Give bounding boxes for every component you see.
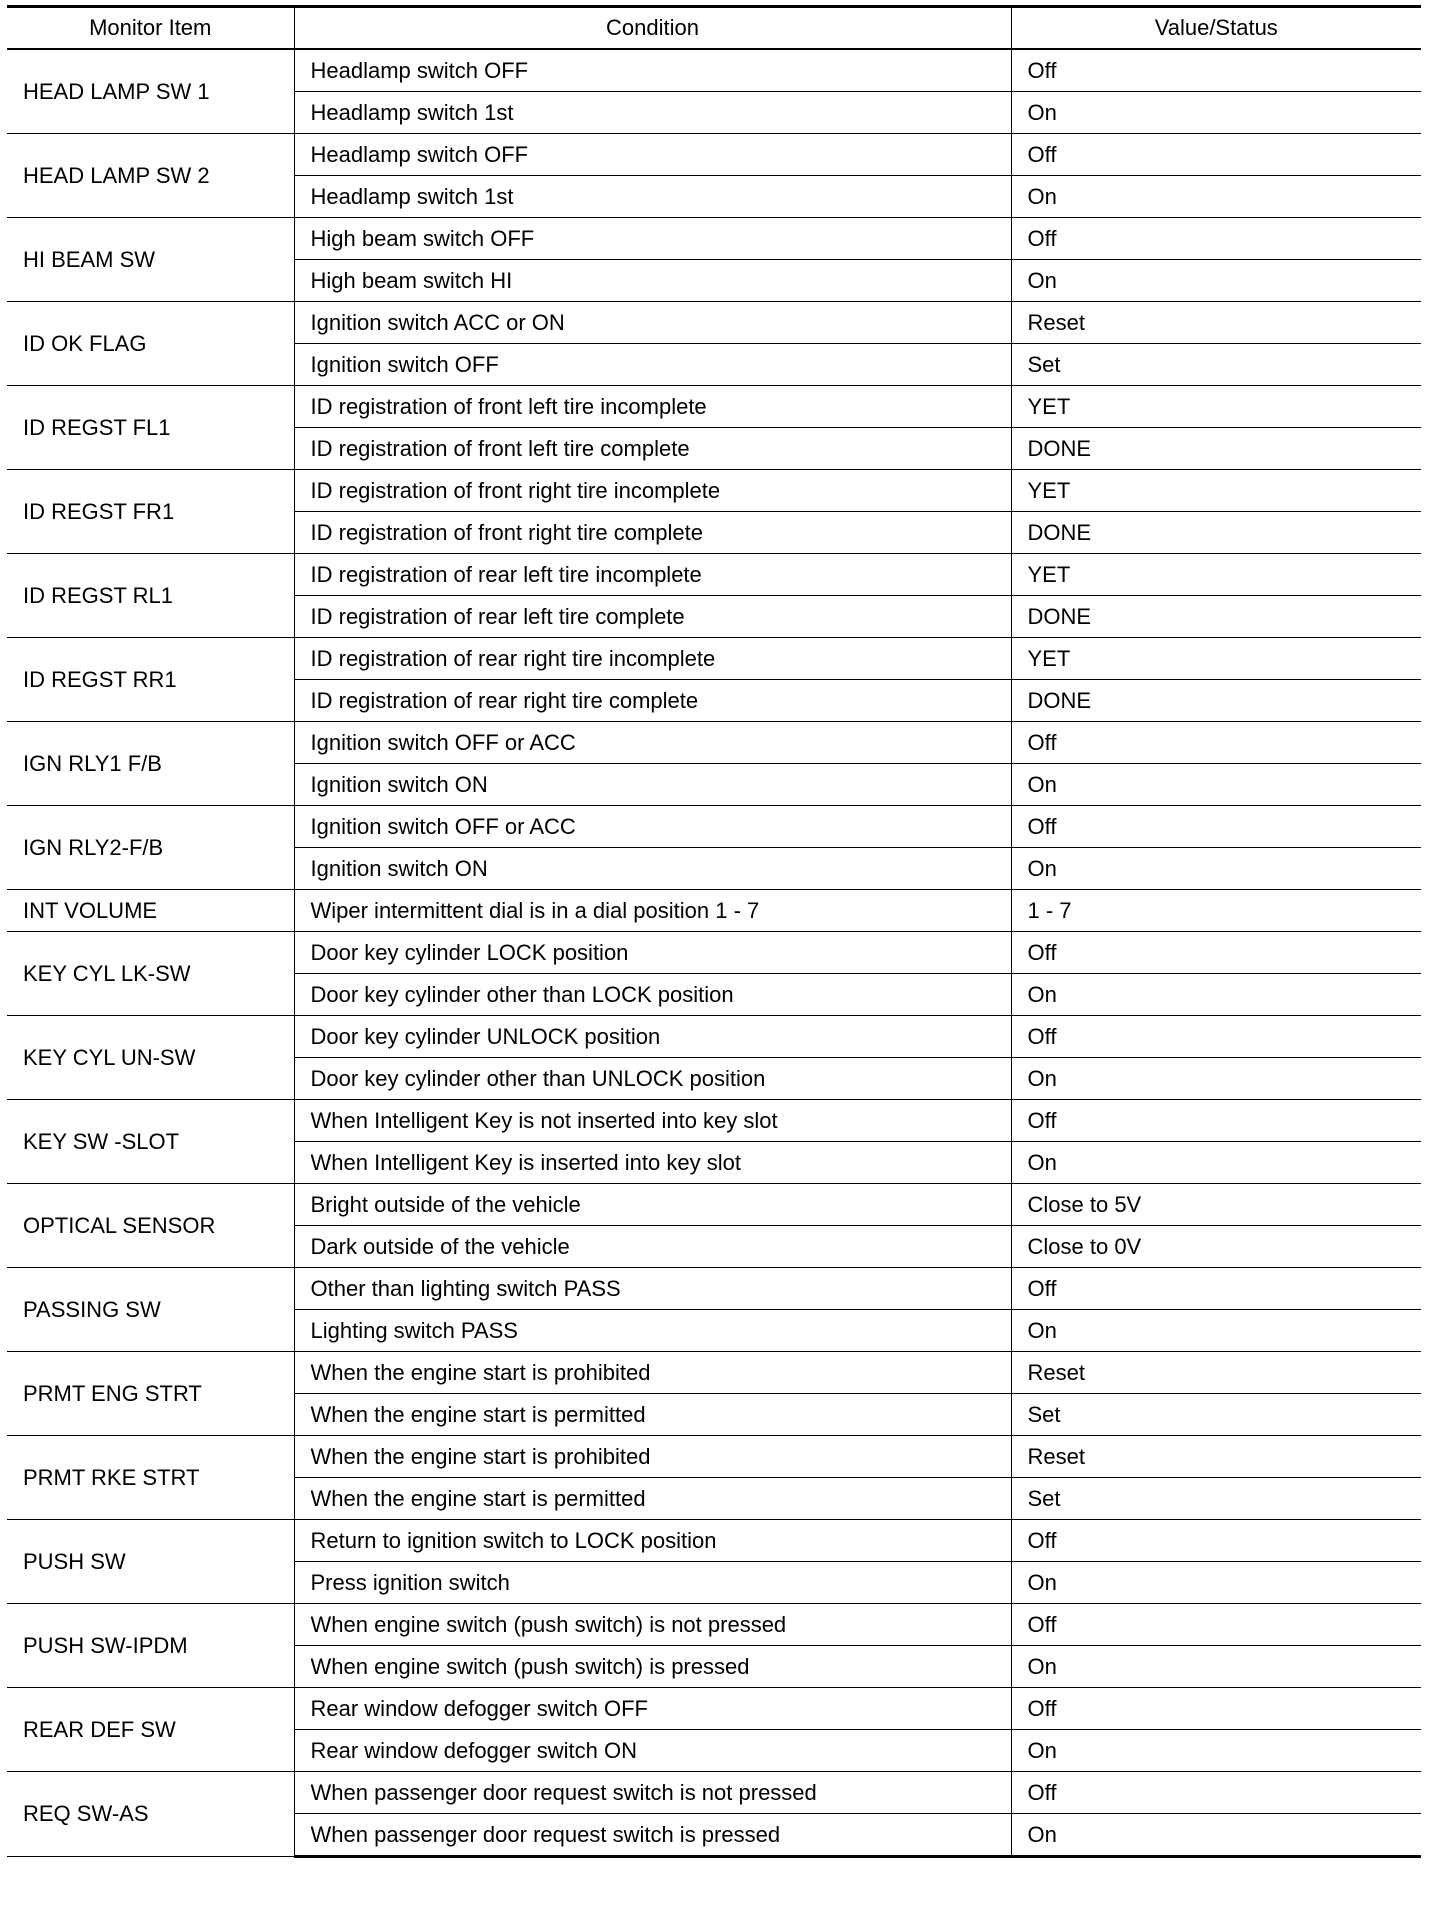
monitor-item-cell: PUSH SW-IPDM: [7, 1604, 294, 1688]
monitor-item-cell: KEY SW -SLOT: [7, 1100, 294, 1184]
table-row: [7, 302, 1421, 344]
monitor-item-cell: HI BEAM SW: [7, 218, 294, 302]
condition-cell: Headlamp switch 1st: [294, 176, 1011, 218]
value-status-cell: Off: [1011, 1100, 1421, 1142]
table-row: [7, 806, 1421, 848]
table-row: [7, 1016, 1421, 1058]
value-status-cell: Off: [1011, 1520, 1421, 1562]
value-status-cell: Off: [1011, 1688, 1421, 1730]
condition-cell: Headlamp switch 1st: [294, 92, 1011, 134]
table-row: [7, 218, 1421, 260]
monitor-item-cell: PASSING SW: [7, 1268, 294, 1352]
monitor-item-cell: KEY CYL LK-SW: [7, 932, 294, 1016]
condition-cell: Lighting switch PASS: [294, 1310, 1011, 1352]
condition-cell: High beam switch OFF: [294, 218, 1011, 260]
condition-cell: When the engine start is prohibited: [294, 1436, 1011, 1478]
condition-cell: Other than lighting switch PASS: [294, 1268, 1011, 1310]
monitor-item-cell: ID OK FLAG: [7, 302, 294, 386]
condition-cell: Ignition switch OFF or ACC: [294, 722, 1011, 764]
table-header-row: [7, 7, 1421, 50]
condition-cell: Door key cylinder UNLOCK position: [294, 1016, 1011, 1058]
value-status-cell: On: [1011, 260, 1421, 302]
value-status-cell: Off: [1011, 1604, 1421, 1646]
monitor-item-cell: REQ SW-AS: [7, 1772, 294, 1857]
monitor-item-cell: ID REGST RL1: [7, 554, 294, 638]
condition-cell: Door key cylinder other than LOCK position: [294, 974, 1011, 1016]
monitor-item-cell: ID REGST RR1: [7, 638, 294, 722]
monitor-item-cell: REAR DEF SW: [7, 1688, 294, 1772]
value-status-cell: Close to 0V: [1011, 1226, 1421, 1268]
table-row: [7, 1604, 1421, 1646]
value-status-cell: DONE: [1011, 680, 1421, 722]
header-condition: Condition: [294, 7, 1011, 50]
value-status-cell: DONE: [1011, 512, 1421, 554]
condition-cell: ID registration of rear left tire complete: [294, 596, 1011, 638]
condition-cell: Ignition switch OFF: [294, 344, 1011, 386]
condition-cell: Rear window defogger switch OFF: [294, 1688, 1011, 1730]
condition-cell: Ignition switch OFF or ACC: [294, 806, 1011, 848]
value-status-cell: DONE: [1011, 428, 1421, 470]
value-status-cell: DONE: [1011, 596, 1421, 638]
value-status-cell: Off: [1011, 1268, 1421, 1310]
value-status-cell: On: [1011, 1814, 1421, 1857]
value-status-cell: On: [1011, 764, 1421, 806]
monitor-item-cell: ID REGST FL1: [7, 386, 294, 470]
condition-cell: Ignition switch ON: [294, 848, 1011, 890]
condition-cell: When engine switch (push switch) is pressed: [294, 1646, 1011, 1688]
monitor-item-cell: PRMT RKE STRT: [7, 1436, 294, 1520]
condition-cell: When the engine start is permitted: [294, 1394, 1011, 1436]
value-status-cell: Set: [1011, 344, 1421, 386]
table-row: [7, 1520, 1421, 1562]
condition-cell: ID registration of front right tire incomplete: [294, 470, 1011, 512]
table-row: [7, 134, 1421, 176]
condition-cell: ID registration of rear left tire incomplete: [294, 554, 1011, 596]
condition-cell: ID registration of front right tire complete: [294, 512, 1011, 554]
table-row: [7, 722, 1421, 764]
monitor-item-cell: OPTICAL SENSOR: [7, 1184, 294, 1268]
condition-cell: Ignition switch ACC or ON: [294, 302, 1011, 344]
condition-cell: High beam switch HI: [294, 260, 1011, 302]
table-row: [7, 470, 1421, 512]
condition-cell: Headlamp switch OFF: [294, 134, 1011, 176]
table-row: [7, 1772, 1421, 1814]
condition-cell: Door key cylinder other than UNLOCK position: [294, 1058, 1011, 1100]
monitor-item-table: [7, 5, 1421, 1858]
value-status-cell: On: [1011, 1058, 1421, 1100]
value-status-cell: Reset: [1011, 302, 1421, 344]
condition-cell: When the engine start is prohibited: [294, 1352, 1011, 1394]
table-row: [7, 1100, 1421, 1142]
value-status-cell: On: [1011, 92, 1421, 134]
monitor-item-cell: IGN RLY2-F/B: [7, 806, 294, 890]
value-status-cell: Off: [1011, 932, 1421, 974]
value-status-cell: Reset: [1011, 1352, 1421, 1394]
condition-cell: ID registration of front left tire incomplete: [294, 386, 1011, 428]
value-status-cell: Off: [1011, 49, 1421, 92]
value-status-cell: On: [1011, 1310, 1421, 1352]
monitor-item-cell: ID REGST FR1: [7, 470, 294, 554]
value-status-cell: Off: [1011, 806, 1421, 848]
condition-cell: Door key cylinder LOCK position: [294, 932, 1011, 974]
condition-cell: Bright outside of the vehicle: [294, 1184, 1011, 1226]
value-status-cell: Set: [1011, 1478, 1421, 1520]
header-monitor-item: Monitor Item: [7, 7, 294, 50]
value-status-cell: On: [1011, 1646, 1421, 1688]
value-status-cell: On: [1011, 1562, 1421, 1604]
condition-cell: Wiper intermittent dial is in a dial position 1 - 7: [294, 890, 1011, 932]
table-row: [7, 1268, 1421, 1310]
value-status-cell: YET: [1011, 386, 1421, 428]
condition-cell: When Intelligent Key is not inserted into key slot: [294, 1100, 1011, 1142]
condition-cell: Ignition switch ON: [294, 764, 1011, 806]
monitor-item-cell: INT VOLUME: [7, 890, 294, 932]
value-status-cell: On: [1011, 974, 1421, 1016]
value-status-cell: YET: [1011, 638, 1421, 680]
table-row: [7, 638, 1421, 680]
monitor-item-cell: IGN RLY1 F/B: [7, 722, 294, 806]
table-body: [7, 49, 1421, 1857]
value-status-cell: Off: [1011, 218, 1421, 260]
value-status-cell: Reset: [1011, 1436, 1421, 1478]
monitor-item-cell: PUSH SW: [7, 1520, 294, 1604]
condition-cell: Headlamp switch OFF: [294, 49, 1011, 92]
monitor-item-cell: PRMT ENG STRT: [7, 1352, 294, 1436]
condition-cell: When Intelligent Key is inserted into key slot: [294, 1142, 1011, 1184]
condition-cell: ID registration of front left tire complete: [294, 428, 1011, 470]
table-row: [7, 49, 1421, 92]
table-row: [7, 1688, 1421, 1730]
condition-cell: When engine switch (push switch) is not pressed: [294, 1604, 1011, 1646]
value-status-cell: YET: [1011, 470, 1421, 512]
value-status-cell: 1 - 7: [1011, 890, 1421, 932]
table-row: [7, 1352, 1421, 1394]
value-status-cell: On: [1011, 1730, 1421, 1772]
condition-cell: Dark outside of the vehicle: [294, 1226, 1011, 1268]
monitor-item-cell: HEAD LAMP SW 1: [7, 49, 294, 134]
value-status-cell: Off: [1011, 134, 1421, 176]
value-status-cell: On: [1011, 848, 1421, 890]
condition-cell: ID registration of rear right tire incomplete: [294, 638, 1011, 680]
condition-cell: When passenger door request switch is not pressed: [294, 1772, 1011, 1814]
table-row: [7, 1184, 1421, 1226]
value-status-cell: YET: [1011, 554, 1421, 596]
value-status-cell: On: [1011, 176, 1421, 218]
table-row: [7, 1436, 1421, 1478]
monitor-item-cell: KEY CYL UN-SW: [7, 1016, 294, 1100]
value-status-cell: Off: [1011, 722, 1421, 764]
condition-cell: Rear window defogger switch ON: [294, 1730, 1011, 1772]
condition-cell: When passenger door request switch is pressed: [294, 1814, 1011, 1857]
monitor-item-cell: HEAD LAMP SW 2: [7, 134, 294, 218]
table-row: [7, 554, 1421, 596]
condition-cell: Press ignition switch: [294, 1562, 1011, 1604]
value-status-cell: Off: [1011, 1016, 1421, 1058]
value-status-cell: Set: [1011, 1394, 1421, 1436]
value-status-cell: Off: [1011, 1772, 1421, 1814]
value-status-cell: Close to 5V: [1011, 1184, 1421, 1226]
condition-cell: Return to ignition switch to LOCK position: [294, 1520, 1011, 1562]
header-value-status: Value/Status: [1011, 7, 1421, 50]
value-status-cell: On: [1011, 1142, 1421, 1184]
condition-cell: When the engine start is permitted: [294, 1478, 1011, 1520]
condition-cell: ID registration of rear right tire complete: [294, 680, 1011, 722]
table-row: [7, 890, 1421, 932]
table-row: [7, 386, 1421, 428]
table-row: [7, 932, 1421, 974]
